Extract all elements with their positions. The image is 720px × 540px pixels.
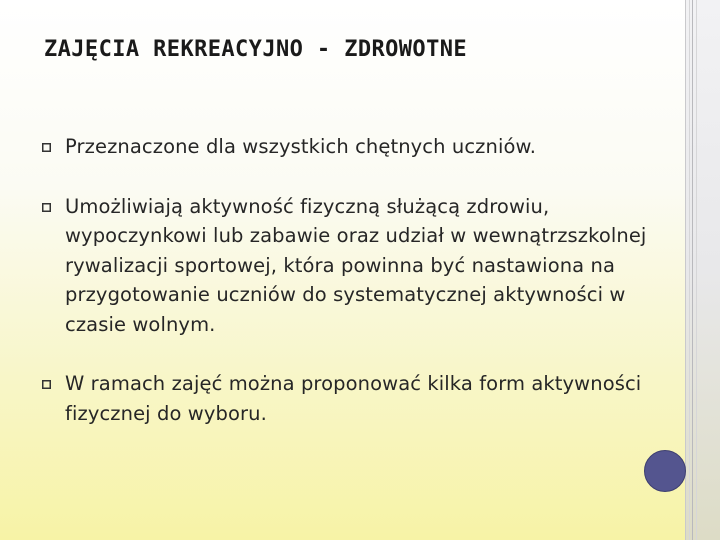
square-bullet-icon	[42, 380, 51, 389]
bullet-text: W ramach zajęć można proponować kilka form aktywności fizycznej do wyboru.	[65, 372, 642, 425]
bullet-item	[42, 369, 662, 428]
bullet-text: Umożliwiają aktywność fizyczną służącą zdrowiu, wypoczynkowi lub zabawie oraz udział w wewnątrzszkolnej rywalizacji sportowej, która powinna być nastawiona na przygotowanie uczniów do systematycznej aktywności w czasie wolnym.	[65, 194, 647, 336]
bullet-item	[42, 132, 662, 162]
decorative-line	[696, 0, 697, 540]
decorative-line	[692, 0, 693, 540]
decorative-line	[685, 0, 686, 540]
square-bullet-icon	[42, 143, 51, 152]
bullet-text: Przeznaczone dla wszystkich chętnych uczniów.	[65, 135, 537, 158]
decorative-line	[689, 0, 690, 540]
slide-title: ZAJĘCIA REKREACYJNO - ZDROWOTNE	[44, 37, 467, 62]
square-bullet-icon	[42, 203, 51, 212]
decorative-circle	[644, 450, 686, 492]
bullet-item	[42, 192, 662, 340]
bullet-list	[42, 132, 662, 428]
